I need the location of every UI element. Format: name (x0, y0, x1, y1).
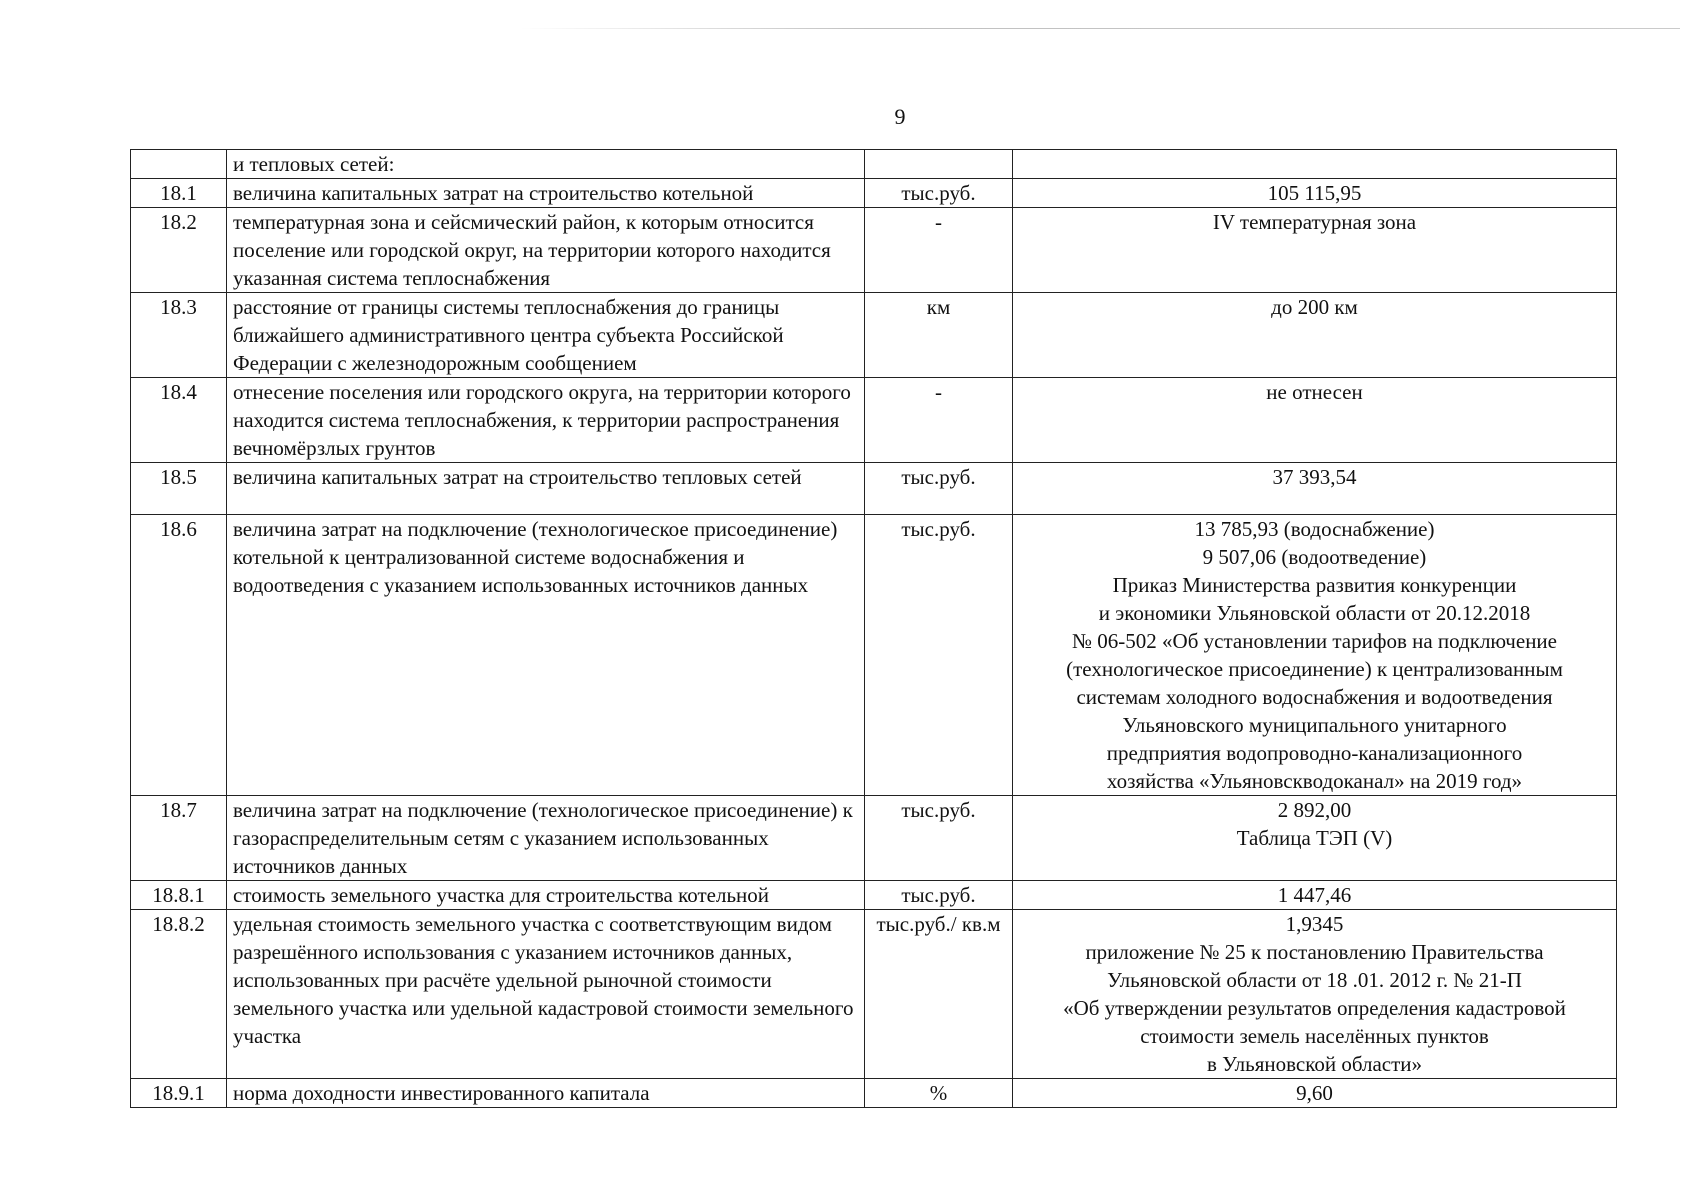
value-line: приложение № 25 к постановлению Правительства (1085, 940, 1544, 964)
scan-artifact-line (520, 28, 1680, 29)
row-number (131, 150, 227, 179)
table-row (131, 293, 1617, 378)
row-unit: % (865, 1079, 1013, 1108)
row-description: величина затрат на подключение (технологическое присоединение) котельной к централизованной системе водоснабжения и водоотведения с указанием использованных источников данных (227, 515, 865, 796)
row-number: 18.8.1 (131, 881, 227, 910)
value-line: 13 785,93 (водоснабжение) (1194, 517, 1435, 541)
row-value (1013, 150, 1617, 179)
row-number: 18.6 (131, 515, 227, 796)
value-line: Ульяновского муниципального унитарного (1122, 713, 1507, 737)
value-line: 1,9345 (1285, 912, 1344, 936)
table-row (131, 208, 1617, 293)
value-line: 1 447,46 (1277, 883, 1352, 907)
row-description: стоимость земельного участка для строительства котельной (227, 881, 865, 910)
value-line: до 200 км (1271, 295, 1358, 319)
row-value (1013, 293, 1617, 378)
row-unit: тыс.руб. (865, 796, 1013, 881)
value-line: Ульяновской области от 18 .01. 2012 г. № 21-П (1107, 968, 1522, 992)
row-unit: тыс.руб./ кв.м (865, 910, 1013, 1079)
value-line: № 06-502 «Об установлении тарифов на подключение (1072, 629, 1557, 653)
value-line: «Об утверждении результатов определения кадастровой (1063, 996, 1566, 1020)
table-row (131, 515, 1617, 796)
page-number: 9 (894, 104, 906, 129)
row-unit: - (865, 208, 1013, 293)
row-value (1013, 515, 1617, 796)
parameters-table (130, 149, 1617, 1108)
value-line: системам холодного водоснабжения и водоотведения (1076, 685, 1553, 709)
row-unit: - (865, 378, 1013, 463)
value-line: 2 892,00 (1277, 798, 1352, 822)
value-line: хозяйства «Ульяновскводоканал» на 2019 год» (1106, 769, 1523, 793)
value-line: IV температурная зона (1212, 210, 1417, 234)
value-line: 37 393,54 (1272, 465, 1357, 489)
row-number: 18.2 (131, 208, 227, 293)
row-number: 18.4 (131, 378, 227, 463)
row-description: норма доходности инвестированного капитала (227, 1079, 865, 1108)
value-line: не отнесен (1266, 380, 1363, 404)
row-description: и тепловых сетей: (227, 150, 865, 179)
row-value (1013, 378, 1617, 463)
value-line: стоимости земель населённых пунктов (1140, 1024, 1489, 1048)
row-number: 18.3 (131, 293, 227, 378)
row-unit: тыс.руб. (865, 515, 1013, 796)
row-number: 18.5 (131, 463, 227, 515)
value-line: и экономики Ульяновской области от 20.12.2018 (1098, 601, 1531, 625)
row-number: 18.7 (131, 796, 227, 881)
row-unit: тыс.руб. (865, 463, 1013, 515)
table-row (131, 179, 1617, 208)
value-line: в Ульяновской области» (1206, 1052, 1423, 1076)
row-value (1013, 910, 1617, 1079)
table-row (131, 150, 1617, 179)
row-unit: тыс.руб. (865, 179, 1013, 208)
row-unit: тыс.руб. (865, 881, 1013, 910)
value-line: Приказ Министерства развития конкуренции (1112, 573, 1517, 597)
table-row (131, 796, 1617, 881)
row-value (1013, 881, 1617, 910)
row-value (1013, 463, 1617, 515)
table-row (131, 378, 1617, 463)
row-description: величина капитальных затрат на строительство тепловых сетей (227, 463, 865, 515)
row-description: величина капитальных затрат на строительство котельной (227, 179, 865, 208)
row-description: отнесение поселения или городского округа, на территории которого находится система теплоснабжения, к территории распространения вечномёрзлых грунтов (227, 378, 865, 463)
value-line: Таблица ТЭП (V) (1236, 826, 1393, 850)
table-row (131, 881, 1617, 910)
row-number: 18.8.2 (131, 910, 227, 1079)
value-line: предприятия водопроводно-канализационного (1106, 741, 1523, 765)
value-line: 105 115,95 (1267, 181, 1362, 205)
value-line: 9,60 (1296, 1081, 1333, 1105)
row-value (1013, 1079, 1617, 1108)
table-row (131, 1079, 1617, 1108)
row-description: температурная зона и сейсмический район, к которым относится поселение или городской округ, на территории которого находится указанная система теплоснабжения (227, 208, 865, 293)
row-description: расстояние от границы системы теплоснабжения до границы ближайшего административного центра субъекта Российской Федерации с железнодорожным сообщением (227, 293, 865, 378)
value-line: 9 507,06 (водоотведение) (1202, 545, 1427, 569)
value-line: (технологическое присоединение) к централизованным (1066, 657, 1563, 681)
row-unit: км (865, 293, 1013, 378)
row-value (1013, 179, 1617, 208)
table-row (131, 463, 1617, 515)
row-value (1013, 796, 1617, 881)
table-row (131, 910, 1617, 1079)
row-number: 18.9.1 (131, 1079, 227, 1108)
row-number: 18.1 (131, 179, 227, 208)
row-unit (865, 150, 1013, 179)
row-description: удельная стоимость земельного участка с соответствующим видом разрешённого использования с указанием источников данных, использованных при расчёте удельной рыночной стоимости земельного участка или удельной кадастровой стоимости земельного участка (227, 910, 865, 1079)
row-value (1013, 208, 1617, 293)
row-description: величина затрат на подключение (технологическое присоединение) к газораспределительным сетям с указанием использованных источников данных (227, 796, 865, 881)
